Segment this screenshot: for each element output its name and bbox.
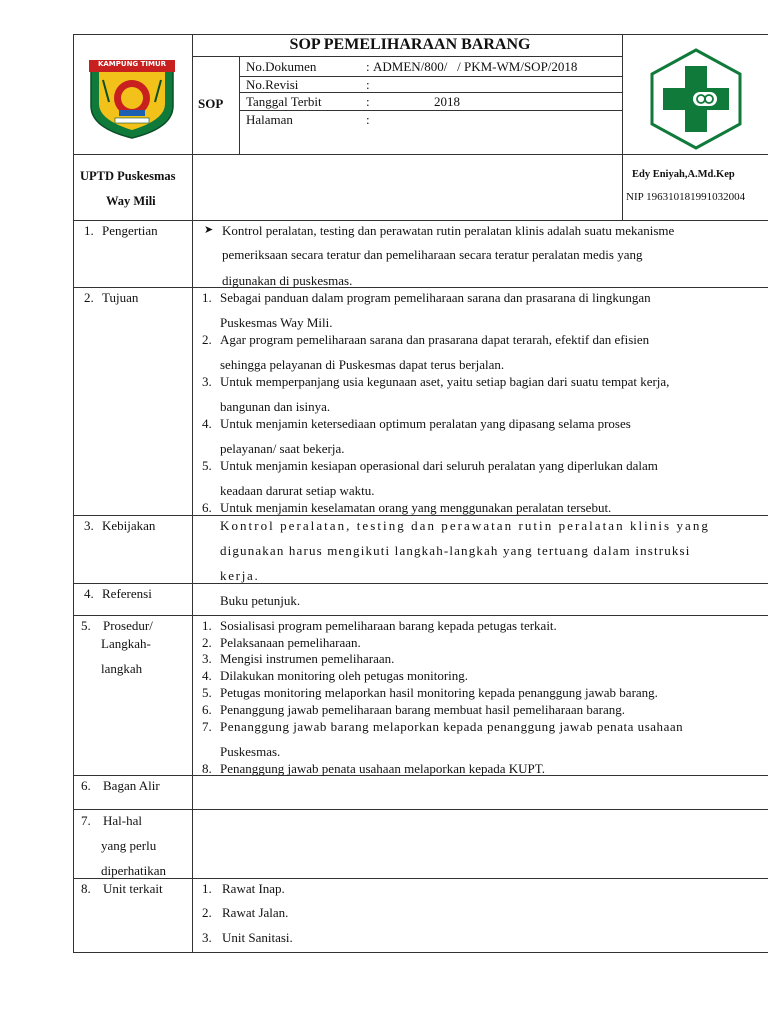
policy-line: digunakan harus mengikuti langkah-langkah yang tertuang dalam instruksi [220,543,691,558]
list-item-number: 6. [202,500,212,515]
meta-sep-halaman: : [366,112,370,127]
step-text: Penanggung jawab pemeliharaan barang membuat hasil pemeliharaan barang. [220,702,626,717]
definition-line: Kontrol peralatan, testing dan perawatan rutin peralatan klinis adalah suatu mekanisme [222,223,675,238]
section-label: Referensi [102,586,152,601]
step-number: 5. [202,685,212,700]
step-text: Penanggung jawab penata usahaan melaporkan kepada KUPT. [220,761,546,776]
section-number: 8. [81,881,91,896]
section-number: 6. [81,778,91,793]
puskesmas-logo [648,48,744,155]
section-number: 5. [81,618,91,633]
unit-name-line1: UPTD Puskesmas [80,169,176,183]
step-number: 1. [202,618,212,633]
list-item: Agar program pemeliharaan sarana dan prasarana dapat terarah, efektif dan efisien [220,332,650,347]
section-number: 3. [84,518,94,533]
section-label: langkah [101,661,143,676]
section-label: Bagan Alir [103,778,160,793]
meta-label-no-revisi: No.Revisi [246,77,299,92]
section-label: Pengertian [102,223,158,238]
unit-item: Rawat Jalan. [222,905,289,920]
step-text: Dilakukan monitoring oleh petugas monitoring. [220,668,469,683]
list-item-number: 3. [202,374,212,389]
list-item: Untuk memperpanjang usia kegunaan aset, yaitu setiap bagian dari suatu tempat kerja, [220,374,670,389]
meta-label-tanggal-terbit: Tanggal Terbit [246,94,322,109]
step-number: 3. [202,651,212,666]
meta-sep-no-revisi: : [366,77,370,92]
arrow-bullet-icon: ➤ [204,223,214,236]
unit-number: 2. [202,905,212,920]
step-text: Pelaksanaan pemeliharaan. [220,635,361,650]
meta-label-no-dokumen: No.Dokumen [246,59,317,74]
sop-label: SOP [198,96,224,111]
meta-value-tanggal-terbit: 2018 [434,94,460,109]
step-number: 4. [202,668,212,683]
step-number: 7. [202,719,212,734]
section-label: yang perlu [101,838,157,853]
list-item: Untuk menjamin kesiapan operasional dari seluruh peralatan yang diperlukan dalam [220,458,658,473]
document-title: SOP PEMELIHARAAN BARANG [289,36,531,53]
list-item-cont: pelayanan/ saat bekerja. [220,441,345,456]
meta-label-halaman: Halaman [246,112,293,127]
unit-item: Unit Sanitasi. [222,930,293,945]
step-text-cont: Puskesmas. [220,744,281,759]
policy-line: kerja. [220,568,260,583]
list-item-number: 4. [202,416,212,431]
list-item: Untuk menjamin ketersediaan optimum peralatan yang dipasang selama proses [220,416,631,431]
meta-value-no-dokumen: ADMEN/800/ / PKM-WM/SOP/2018 [373,59,578,74]
step-text: Sosialisasi program pemeliharaan barang kepada petugas terkait. [220,618,557,633]
step-text: Mengisi instrumen pemeliharaan. [220,651,395,666]
section-label: Unit terkait [103,881,163,896]
section-number: 7. [81,813,91,828]
section-number: 4. [84,586,94,601]
section-label: Kebijakan [102,518,156,533]
step-text: Penanggung jawab barang melaporkan kepada penanggung jawab penata usahaan [220,719,684,734]
list-item-cont: Puskesmas Way Mili. [220,315,333,330]
step-text: Petugas monitoring melaporkan hasil monitoring kepada penanggung jawab barang. [220,685,658,700]
section-label: Tujuan [102,290,139,305]
list-item-cont: bangunan dan isinya. [220,399,331,414]
district-logo-banner: KAMPUNG TIMUR [97,60,167,68]
section-label: Hal-hal [103,813,142,828]
policy-line: Kontrol peralatan, testing dan perawatan rutin peralatan klinis yang [220,518,710,533]
definition-line: pemeriksaan secara teratur dan pemeliharaan secara teratur peralatan medis yang [222,247,643,262]
list-item: Untuk menjamin keselamatan orang yang menggunakan peralatan tersebut. [220,500,612,515]
head-nip: NIP 196310181991032004 [626,191,746,203]
district-logo [85,56,179,145]
definition-line: digunakan di puskesmas. [222,273,353,288]
head-name: Edy Eniyah,A.Md.Kep [632,169,735,180]
section-label: Prosedur/ [103,618,153,633]
list-item-number: 2. [202,332,212,347]
list-item: Sebagai panduan dalam program pemeliharaan sarana dan prasarana di lingkungan [220,290,651,305]
unit-number: 1. [202,881,212,896]
section-label: Langkah- [101,636,151,651]
unit-number: 3. [202,930,212,945]
step-number: 6. [202,702,212,717]
section-number: 2. [84,290,94,305]
meta-sep-tanggal-terbit: : [366,94,370,109]
section-label: diperhatikan [101,863,166,878]
unit-item: Rawat Inap. [222,881,285,896]
unit-name-line2: Way Mili [106,194,156,208]
list-item-number: 5. [202,458,212,473]
list-item-number: 1. [202,290,212,305]
section-number: 1. [84,223,94,238]
list-item-cont: sehingga pelayanan di Puskesmas dapat terus berjalan. [220,357,505,372]
reference-text: Buku petunjuk. [220,593,301,608]
list-item-cont: keadaan darurat setiap waktu. [220,483,375,498]
step-number: 2. [202,635,212,650]
meta-sep-no-dokumen: : [366,59,370,74]
step-number: 8. [202,761,212,776]
